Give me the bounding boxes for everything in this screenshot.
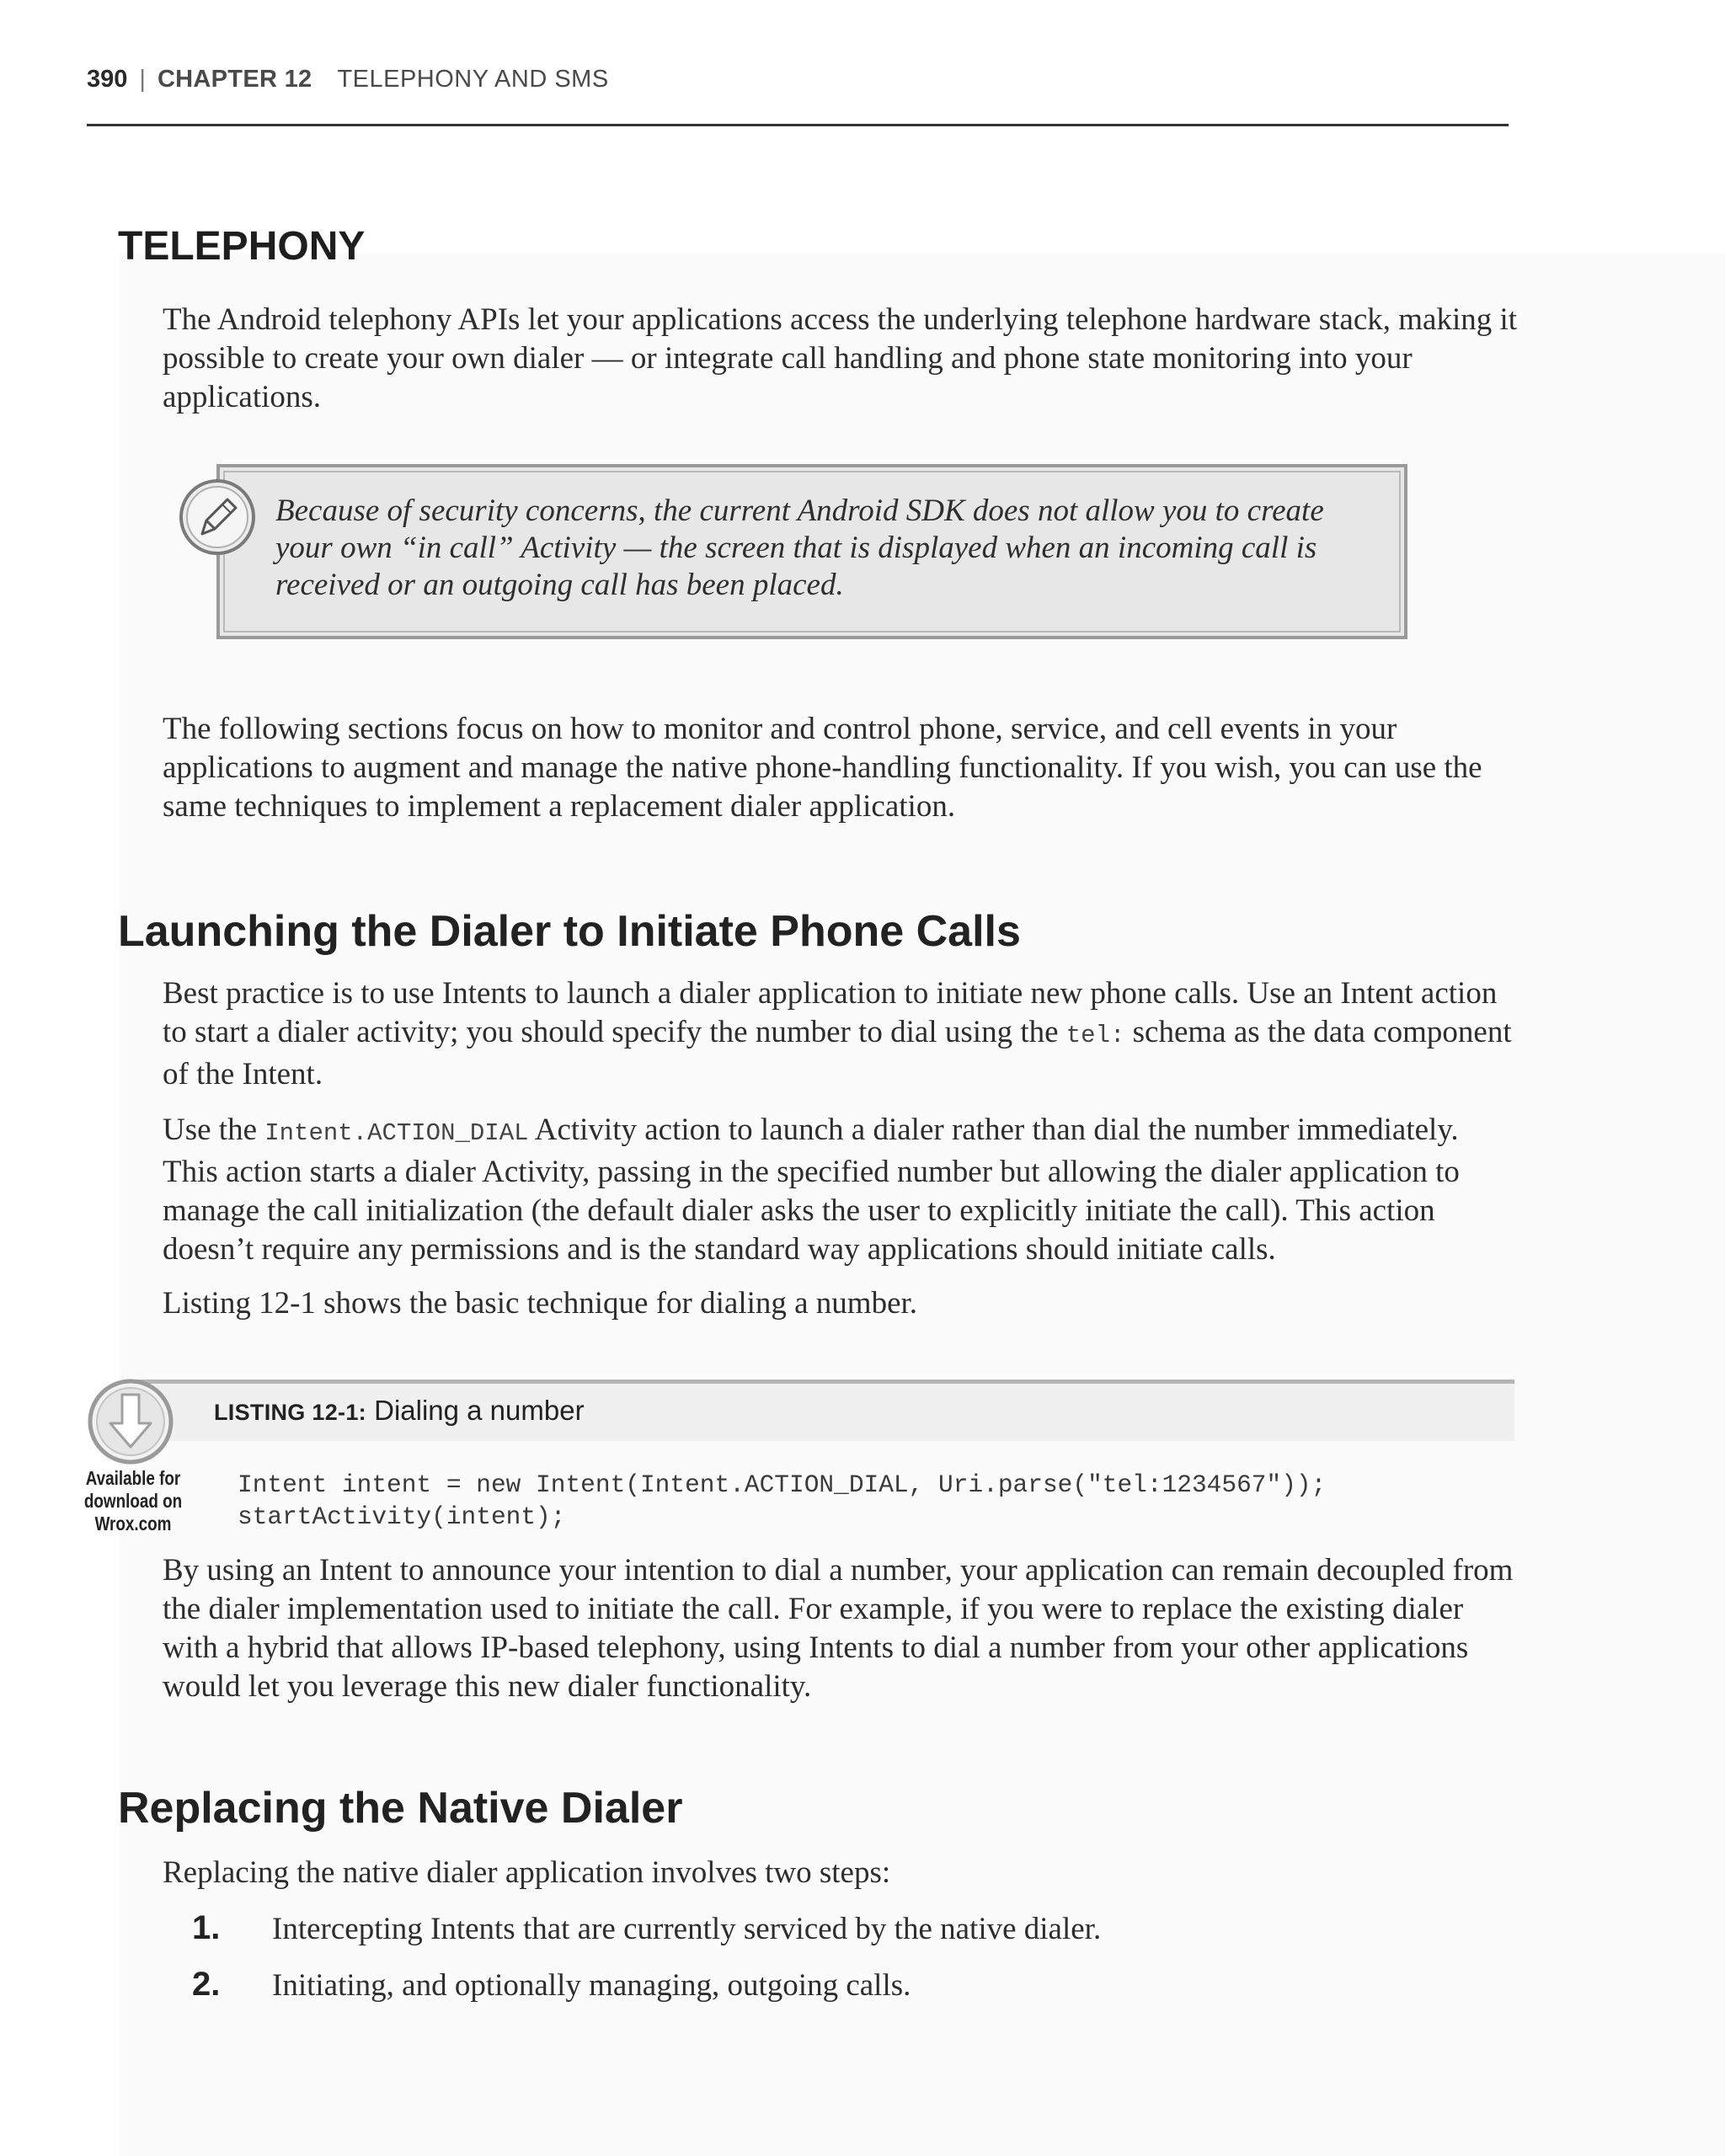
replacing-intro-paragraph: Replacing the native dialer application involves two steps: [163,1855,891,1890]
header-rule [87,124,1509,126]
listing-caption: Dialing a number [366,1395,585,1426]
launching-paragraph-3: Listing 12-1 shows the basic technique for dialing a number. [163,1286,918,1321]
chapter-label: CHAPTER 12 [157,66,312,93]
launching-paragraph-1 [163,974,1519,1094]
launching-paragraph-2-text-a: Use the [163,1113,265,1147]
listing-label: LISTING 12-1: [214,1400,366,1425]
page-number: 390 [87,66,128,93]
section-heading-telephony: TELEPHONY [118,224,366,269]
action-dial-code: Intent.ACTION_DIAL [264,1119,529,1147]
launching-paragraph-1-text-b: schema as the data component of the Intent. [163,1015,1512,1091]
listing-title [214,1395,585,1427]
step-number: 1. [192,1909,221,1946]
list-item [192,1966,1506,2004]
chapter-title: TELEPHONY AND SMS [337,66,609,93]
telephony-intro-paragraph: The Android telephony APIs let your applications access the underlying telephone hardware stack, making it possible to create your own dialer — or integrate call handling and phone state monitoring into your applications. [163,302,1518,414]
header-separator: | [139,66,146,93]
list-item [192,1909,1506,1947]
tel-schema-code: tel: [1065,1022,1125,1049]
download-icon[interactable] [87,1378,174,1465]
telephony-following-paragraph: The following sections focus on how to monitor and control phone, service, and cell events in your applications to augment and manage the native phone-handling functionality. If you wish, you can use the same techniques to implement a replacement dialer application. [163,712,1482,824]
launching-paragraph-1-text-a: Best practice is to use Intents to launch a dialer application to initiate new phone calls. Use an Intent action to start a dialer activity; you should specify the number to dial using the [163,976,1498,1049]
step-text: Intercepting Intents that are currently serviced by the native dialer. [272,1912,1102,1946]
step-number: 2. [192,1966,221,2003]
launching-paragraph-2-text-b: Activity action to launch a dialer rather than dial the number immediately. This action starts a dialer Activity, passing in the specified number but allowing the dialer application to manage the call initialization (the default dialer asks the user to explicitly initiate the call). This action doesn’t require any permissions and is the standard way applications should initiate calls. [163,1113,1460,1267]
running-header [87,66,1509,103]
launching-paragraph-4: By using an Intent to announce your intention to dial a number, your application can remain decoupled from the dialer implementation used to initiate the call. For example, if you were to replace the existing dialer with a hybrid that allows IP-based telephony, using Intents to dial a number from your other applications would let you leverage this new dialer functionality. [163,1553,1514,1704]
note-text: Because of security concerns, the current Android SDK does not allow you to create your own “in call” Activity — the screen that is displayed when an incoming call is received or an outgoing call has been placed. [275,494,1324,602]
step-text: Initiating, and optionally managing, outgoing calls. [272,1968,911,2003]
download-badge-text[interactable]: Available for download on Wrox.com [83,1467,183,1534]
section-heading-launching-dialer: Launching the Dialer to Initiate Phone Calls [118,907,1021,956]
launching-paragraph-2 [163,1111,1519,1269]
pencil-icon [179,478,256,556]
section-heading-replacing-dialer: Replacing the Native Dialer [118,1784,683,1833]
code-listing: Intent intent = new Intent(Intent.ACTION_DIAL, Uri.parse("tel:1234567")); startActivity(intent); [238,1470,1327,1531]
